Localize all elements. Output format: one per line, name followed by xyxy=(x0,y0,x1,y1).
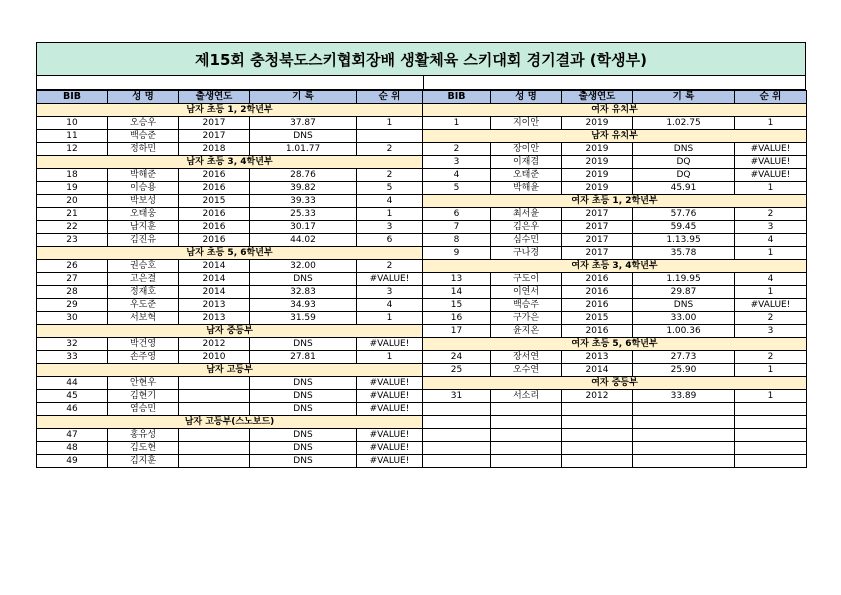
bib-cell: 49 xyxy=(37,455,108,468)
rank-cell: 2 xyxy=(735,208,807,221)
birth-year-cell: 2017 xyxy=(179,117,250,130)
record-cell: 59.45 xyxy=(633,221,735,234)
name-cell: 손주영 xyxy=(108,351,179,364)
table-row xyxy=(37,156,807,169)
record-cell: 25.90 xyxy=(633,364,735,377)
name-cell: 윤지온 xyxy=(491,325,562,338)
bib-cell: 31 xyxy=(423,390,491,403)
bib-cell: 13 xyxy=(423,273,491,286)
birth-year-cell: 2014 xyxy=(179,260,250,273)
bib-cell: 23 xyxy=(37,234,108,247)
name-cell xyxy=(491,429,562,442)
bib-cell: 45 xyxy=(37,390,108,403)
bib-cell: 19 xyxy=(37,182,108,195)
rank-cell: 4 xyxy=(735,234,807,247)
rank-cell xyxy=(735,442,807,455)
rank-cell: 2 xyxy=(735,351,807,364)
record-cell: 31.59 xyxy=(250,312,357,325)
name-cell: 김은우 xyxy=(491,221,562,234)
bib-cell: 12 xyxy=(37,143,108,156)
bib-cell: 24 xyxy=(423,351,491,364)
section-heading: 남자 고등부 xyxy=(37,364,423,377)
bib-cell: 3 xyxy=(423,156,491,169)
name-cell: 박해윤 xyxy=(491,182,562,195)
bib-cell: 47 xyxy=(37,429,108,442)
rank-cell: #VALUE! xyxy=(357,390,423,403)
rank-cell: 1 xyxy=(735,286,807,299)
bib-cell: 27 xyxy=(37,273,108,286)
record-cell: DNS xyxy=(250,377,357,390)
bib-cell: 10 xyxy=(37,117,108,130)
record-cell: DNS xyxy=(633,299,735,312)
name-cell xyxy=(491,416,562,429)
name-cell: 오수연 xyxy=(491,364,562,377)
birth-year-cell: 2016 xyxy=(562,286,633,299)
name-cell: 안현우 xyxy=(108,377,179,390)
birth-year-cell xyxy=(562,429,633,442)
bib-cell: 21 xyxy=(37,208,108,221)
header-birth-year: 출생연도 xyxy=(562,91,633,104)
rank-cell: 2 xyxy=(735,312,807,325)
header-bib: BIB xyxy=(423,91,491,104)
record-cell: 32.00 xyxy=(250,260,357,273)
name-cell: 박건영 xyxy=(108,338,179,351)
bib-cell: 44 xyxy=(37,377,108,390)
table-row xyxy=(37,351,807,364)
rank-cell: 1 xyxy=(357,117,423,130)
record-cell: 39.82 xyxy=(250,182,357,195)
name-cell: 이재겸 xyxy=(491,156,562,169)
birth-year-cell: 2019 xyxy=(562,182,633,195)
table-row xyxy=(37,117,807,130)
name-cell xyxy=(491,455,562,468)
record-cell: 32.83 xyxy=(250,286,357,299)
name-cell: 구나경 xyxy=(491,247,562,260)
rank-cell: #VALUE! xyxy=(357,377,423,390)
rank-cell: 4 xyxy=(357,299,423,312)
bib-cell: 25 xyxy=(423,364,491,377)
birth-year-cell: 2019 xyxy=(562,143,633,156)
birth-year-cell: 2019 xyxy=(562,156,633,169)
table-row xyxy=(37,208,807,221)
record-cell: 1.13.95 xyxy=(633,234,735,247)
bib-cell: 15 xyxy=(423,299,491,312)
bib-cell xyxy=(423,455,491,468)
bib-cell: 14 xyxy=(423,286,491,299)
bib-cell xyxy=(423,416,491,429)
bib-cell: 4 xyxy=(423,169,491,182)
rank-cell: 1 xyxy=(735,182,807,195)
rank-cell xyxy=(357,130,423,143)
section-heading: 남자 유치부 xyxy=(423,130,807,143)
record-cell: 34.93 xyxy=(250,299,357,312)
name-cell: 권승호 xyxy=(108,260,179,273)
rank-cell: 1 xyxy=(357,312,423,325)
record-cell: DNS xyxy=(250,273,357,286)
name-cell: 서보혁 xyxy=(108,312,179,325)
table-row xyxy=(37,299,807,312)
rank-cell: 2 xyxy=(357,143,423,156)
birth-year-cell: 2015 xyxy=(562,312,633,325)
name-cell: 박해준 xyxy=(108,169,179,182)
record-cell: 35.78 xyxy=(633,247,735,260)
section-heading: 여자 중등부 xyxy=(423,377,807,390)
record-cell: 29.87 xyxy=(633,286,735,299)
record-cell: 1.01.77 xyxy=(250,143,357,156)
bib-cell: 6 xyxy=(423,208,491,221)
table-row xyxy=(37,416,807,429)
name-cell: 이연서 xyxy=(491,286,562,299)
header-name: 성 명 xyxy=(108,91,179,104)
record-cell xyxy=(633,416,735,429)
record-cell: 37.87 xyxy=(250,117,357,130)
record-cell: DQ xyxy=(633,169,735,182)
name-cell: 고은결 xyxy=(108,273,179,286)
birth-year-cell: 2017 xyxy=(562,221,633,234)
name-cell: 구도이 xyxy=(491,273,562,286)
section-heading: 여자 유치부 xyxy=(423,104,807,117)
birth-year-cell: 2017 xyxy=(562,234,633,247)
bib-cell: 16 xyxy=(423,312,491,325)
rank-cell: 1 xyxy=(735,247,807,260)
name-cell: 김현기 xyxy=(108,390,179,403)
bib-cell: 28 xyxy=(37,286,108,299)
birth-year-cell: 2016 xyxy=(179,221,250,234)
rank-cell: 2 xyxy=(357,260,423,273)
record-cell: 28.76 xyxy=(250,169,357,182)
bib-cell: 22 xyxy=(37,221,108,234)
table-row xyxy=(37,312,807,325)
name-cell: 오태준 xyxy=(491,169,562,182)
birth-year-cell: 2017 xyxy=(562,247,633,260)
name-cell: 정하민 xyxy=(108,143,179,156)
name-cell: 남지훈 xyxy=(108,221,179,234)
birth-year-cell: 2016 xyxy=(179,169,250,182)
section-heading: 남자 중등부 xyxy=(37,325,423,338)
name-cell: 백승준 xyxy=(108,130,179,143)
table-row xyxy=(37,325,807,338)
record-cell: 25.33 xyxy=(250,208,357,221)
header-bib: BIB xyxy=(37,91,108,104)
section-heading: 남자 고등부(스노보드) xyxy=(37,416,423,429)
birth-year-cell: 2017 xyxy=(179,130,250,143)
bib-cell: 11 xyxy=(37,130,108,143)
table-row xyxy=(37,234,807,247)
birth-year-cell: 2018 xyxy=(179,143,250,156)
bib-cell xyxy=(423,403,491,416)
bib-cell: 29 xyxy=(37,299,108,312)
bib-cell: 26 xyxy=(37,260,108,273)
rank-cell: 1 xyxy=(735,364,807,377)
birth-year-cell: 2014 xyxy=(179,273,250,286)
rank-cell: #VALUE! xyxy=(735,143,807,156)
name-cell: 정재호 xyxy=(108,286,179,299)
rank-cell: #VALUE! xyxy=(357,429,423,442)
rank-cell: 6 xyxy=(357,234,423,247)
record-cell: DNS xyxy=(250,455,357,468)
record-cell: 44.02 xyxy=(250,234,357,247)
birth-year-cell xyxy=(562,455,633,468)
record-cell: DNS xyxy=(633,143,735,156)
header-rank: 순 위 xyxy=(735,91,807,104)
record-cell: 27.73 xyxy=(633,351,735,364)
bib-cell: 20 xyxy=(37,195,108,208)
bib-cell: 7 xyxy=(423,221,491,234)
record-cell: DNS xyxy=(250,130,357,143)
birth-year-cell xyxy=(179,377,250,390)
birth-year-cell: 2013 xyxy=(179,312,250,325)
name-cell: 서소리 xyxy=(491,390,562,403)
record-cell xyxy=(633,455,735,468)
table-row xyxy=(37,377,807,390)
bib-cell: 2 xyxy=(423,143,491,156)
record-cell xyxy=(633,429,735,442)
birth-year-cell xyxy=(179,455,250,468)
name-cell: 염승민 xyxy=(108,403,179,416)
record-cell: 57.76 xyxy=(633,208,735,221)
table-row xyxy=(37,442,807,455)
results-table xyxy=(36,90,807,468)
birth-year-cell: 2013 xyxy=(179,299,250,312)
table-row xyxy=(37,273,807,286)
bib-cell: 9 xyxy=(423,247,491,260)
birth-year-cell: 2013 xyxy=(562,351,633,364)
birth-year-cell xyxy=(562,403,633,416)
table-row xyxy=(37,195,807,208)
bib-cell: 1 xyxy=(423,117,491,130)
name-cell: 오태웅 xyxy=(108,208,179,221)
record-cell xyxy=(633,442,735,455)
section-heading: 여자 초등 1, 2학년부 xyxy=(423,195,807,208)
rank-cell: 4 xyxy=(735,273,807,286)
table-row xyxy=(37,403,807,416)
birth-year-cell: 2016 xyxy=(562,299,633,312)
table-row xyxy=(37,429,807,442)
name-cell: 백승주 xyxy=(491,299,562,312)
table-row xyxy=(37,104,807,117)
rank-cell: 4 xyxy=(357,195,423,208)
table-row xyxy=(37,364,807,377)
section-heading: 남자 초등 3, 4학년부 xyxy=(37,156,423,169)
rank-cell: 1 xyxy=(735,117,807,130)
record-cell: DNS xyxy=(250,429,357,442)
name-cell: 심수민 xyxy=(491,234,562,247)
name-cell xyxy=(491,442,562,455)
name-cell: 박보성 xyxy=(108,195,179,208)
header-name: 성 명 xyxy=(491,91,562,104)
record-cell: 1.02.75 xyxy=(633,117,735,130)
name-cell: 장서연 xyxy=(491,351,562,364)
bib-cell: 17 xyxy=(423,325,491,338)
birth-year-cell: 2016 xyxy=(562,273,633,286)
bib-cell xyxy=(423,442,491,455)
rank-cell: 3 xyxy=(735,325,807,338)
bib-cell: 5 xyxy=(423,182,491,195)
record-cell: 27.81 xyxy=(250,351,357,364)
birth-year-cell: 2016 xyxy=(179,234,250,247)
record-cell xyxy=(633,403,735,416)
record-cell: 1.00.36 xyxy=(633,325,735,338)
results-sheet xyxy=(36,42,806,468)
birth-year-cell: 2016 xyxy=(179,182,250,195)
record-cell: 39.33 xyxy=(250,195,357,208)
table-row xyxy=(37,169,807,182)
table-row xyxy=(37,390,807,403)
birth-year-cell xyxy=(179,390,250,403)
rank-cell: 1 xyxy=(735,390,807,403)
record-cell: DNS xyxy=(250,390,357,403)
rank-cell: 3 xyxy=(357,221,423,234)
section-heading: 남자 초등 1, 2학년부 xyxy=(37,104,423,117)
name-cell: 김지훈 xyxy=(108,455,179,468)
rank-cell: #VALUE! xyxy=(357,455,423,468)
rank-cell xyxy=(735,429,807,442)
birth-year-cell: 2014 xyxy=(562,364,633,377)
table-row xyxy=(37,338,807,351)
name-cell: 오승우 xyxy=(108,117,179,130)
table-row xyxy=(37,455,807,468)
record-cell: DNS xyxy=(250,338,357,351)
name-cell: 우도준 xyxy=(108,299,179,312)
bib-cell: 30 xyxy=(37,312,108,325)
rank-cell: #VALUE! xyxy=(735,299,807,312)
birth-year-cell xyxy=(562,416,633,429)
record-cell: DNS xyxy=(250,442,357,455)
table-row xyxy=(37,286,807,299)
record-cell: 30.17 xyxy=(250,221,357,234)
birth-year-cell: 2016 xyxy=(179,208,250,221)
record-cell: 45.91 xyxy=(633,182,735,195)
spacer-row xyxy=(36,76,806,90)
birth-year-cell: 2015 xyxy=(179,195,250,208)
rank-cell: 2 xyxy=(357,169,423,182)
name-cell: 김진유 xyxy=(108,234,179,247)
bib-cell: 33 xyxy=(37,351,108,364)
birth-year-cell: 2010 xyxy=(179,351,250,364)
record-cell: 1.19.95 xyxy=(633,273,735,286)
rank-cell: 1 xyxy=(357,208,423,221)
header-row xyxy=(37,91,807,104)
birth-year-cell: 2016 xyxy=(562,325,633,338)
rank-cell: #VALUE! xyxy=(357,442,423,455)
name-cell: 지이안 xyxy=(491,117,562,130)
rank-cell xyxy=(735,455,807,468)
record-cell: 33.89 xyxy=(633,390,735,403)
birth-year-cell xyxy=(179,442,250,455)
rank-cell xyxy=(735,416,807,429)
rank-cell: #VALUE! xyxy=(357,338,423,351)
birth-year-cell: 2012 xyxy=(179,338,250,351)
header-birth-year: 출생연도 xyxy=(179,91,250,104)
record-cell: DNS xyxy=(250,403,357,416)
table-row xyxy=(37,221,807,234)
name-cell: 최서윤 xyxy=(491,208,562,221)
name-cell: 김도현 xyxy=(108,442,179,455)
table-row xyxy=(37,182,807,195)
birth-year-cell: 2019 xyxy=(562,169,633,182)
bib-cell: 32 xyxy=(37,338,108,351)
bib-cell: 18 xyxy=(37,169,108,182)
rank-cell: #VALUE! xyxy=(357,403,423,416)
name-cell: 홍유성 xyxy=(108,429,179,442)
table-row xyxy=(37,130,807,143)
record-cell: 33.00 xyxy=(633,312,735,325)
bib-cell xyxy=(423,429,491,442)
table-row xyxy=(37,143,807,156)
section-heading: 여자 초등 3, 4학년부 xyxy=(423,260,807,273)
record-cell: DQ xyxy=(633,156,735,169)
table-row xyxy=(37,247,807,260)
rank-cell: 3 xyxy=(357,286,423,299)
header-record: 기 록 xyxy=(633,91,735,104)
section-heading: 남자 초등 5, 6학년부 xyxy=(37,247,423,260)
birth-year-cell: 2019 xyxy=(562,117,633,130)
birth-year-cell: 2012 xyxy=(562,390,633,403)
name-cell: 장이안 xyxy=(491,143,562,156)
header-rank: 순 위 xyxy=(357,91,423,104)
section-heading: 여자 초등 5, 6학년부 xyxy=(423,338,807,351)
birth-year-cell xyxy=(179,429,250,442)
table-row xyxy=(37,260,807,273)
name-cell: 구가은 xyxy=(491,312,562,325)
rank-cell: 3 xyxy=(735,221,807,234)
rank-cell: #VALUE! xyxy=(735,169,807,182)
birth-year-cell xyxy=(179,403,250,416)
name-cell xyxy=(491,403,562,416)
name-cell: 이승용 xyxy=(108,182,179,195)
birth-year-cell: 2014 xyxy=(179,286,250,299)
birth-year-cell: 2017 xyxy=(562,208,633,221)
rank-cell: 5 xyxy=(357,182,423,195)
rank-cell: 1 xyxy=(357,351,423,364)
bib-cell: 46 xyxy=(37,403,108,416)
rank-cell: #VALUE! xyxy=(357,273,423,286)
birth-year-cell xyxy=(562,442,633,455)
bib-cell: 48 xyxy=(37,442,108,455)
header-record: 기 록 xyxy=(250,91,357,104)
rank-cell: #VALUE! xyxy=(735,156,807,169)
rank-cell xyxy=(735,403,807,416)
sheet-title: 제15회 충청북도스키협회장배 생활체육 스키대회 경기결과 (학생부) xyxy=(36,42,806,76)
bib-cell: 8 xyxy=(423,234,491,247)
